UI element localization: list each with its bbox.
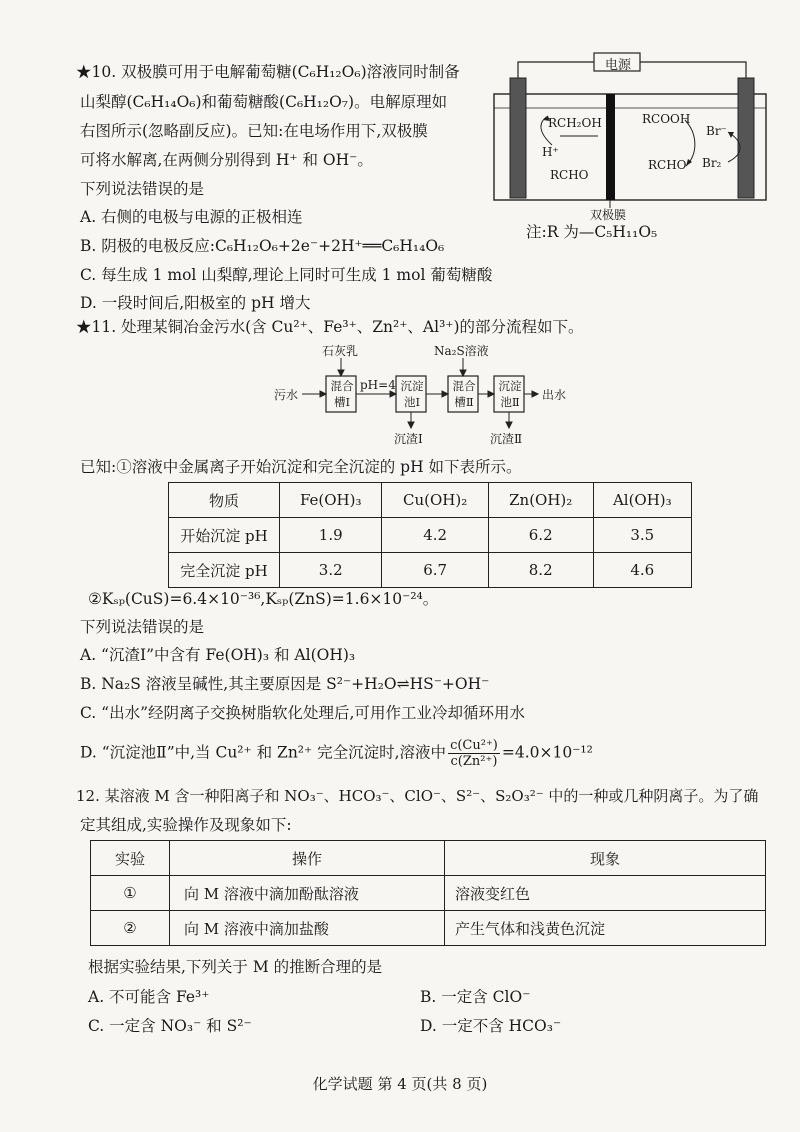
q12-option-a: A. 不可能含 Fe³⁺ — [88, 988, 210, 1006]
flow-box4-bottom: 池Ⅱ — [500, 395, 520, 409]
q11-option-b: B. Na₂S 溶液呈碱性,其主要原因是 S²⁻+H₂O⇌HS⁻+OH⁻ — [80, 675, 490, 693]
q10-option-a: A. 右侧的电极与电源的正极相连 — [80, 208, 303, 226]
br-minus-label: Br⁻ — [706, 124, 727, 138]
ph-table-header-row — [169, 483, 692, 518]
ph-table-header: Zn(OH)₂ — [488, 483, 593, 518]
ph-table-cell: 开始沉淀 pH — [169, 518, 280, 553]
power-supply-label: 电源 — [604, 58, 631, 73]
br2-label: Br₂ — [702, 156, 722, 170]
experiment-table-cell: ① — [91, 876, 170, 911]
q10-line4: 可将水解离,在两侧分别得到 H⁺ 和 OH⁻。 — [80, 151, 373, 169]
q10-option-b: B. 阴极的电极反应:C₆H₁₂O₆+2e⁻+2H⁺══C₆H₁₄O₆ — [80, 237, 445, 255]
ph-table-cell: 6.7 — [382, 553, 488, 588]
flow-reagent2-label: Na₂S溶液 — [434, 344, 489, 358]
q12-option-d: D. 一定不含 HCO₃⁻ — [420, 1017, 562, 1035]
ph-table-cell: 1.9 — [280, 518, 382, 553]
experiment-table-cell: 向 M 溶液中滴加盐酸 — [170, 911, 445, 946]
flow-box2-top: 沉淀 — [400, 379, 424, 393]
ph-table-cell: 4.2 — [382, 518, 488, 553]
left-rch2oh-label: RCH₂OH — [548, 116, 602, 130]
q12-option-c: C. 一定含 NO₃⁻ 和 S²⁻ — [88, 1017, 252, 1035]
flow-box1-top: 混合 — [330, 379, 354, 393]
bipolar-membrane-label: 双极膜 — [590, 208, 627, 222]
flow-inlet-label: 污水 — [274, 388, 299, 402]
flow-box4-top: 沉淀 — [498, 379, 522, 393]
experiment-table-cell: 向 M 溶液中滴加酚酞溶液 — [170, 876, 445, 911]
q12-line1: 12. 某溶液 M 含一种阳离子和 NO₃⁻、HCO₃⁻、ClO⁻、S²⁻、S₂O₃²⁻ 中的一种或几种阴离子。为了确 — [76, 787, 759, 805]
ph-table-header: 物质 — [169, 483, 280, 518]
experiment-table-cell: 产生气体和浅黄色沉淀 — [445, 911, 766, 946]
experiment-table-header: 实验 — [91, 841, 170, 876]
q10-option-d: D. 一段时间后,阳极室的 pH 增大 — [80, 294, 311, 312]
process-flow-diagram — [270, 340, 590, 450]
table-row — [91, 876, 766, 911]
ph-table-cell: 3.2 — [280, 553, 382, 588]
flow-box2-bottom: 池Ⅰ — [403, 395, 421, 409]
concentration-fraction — [448, 738, 500, 769]
q12-stem: 根据实验结果,下列关于 M 的推断合理的是 — [88, 958, 383, 976]
left-h-plus-label: H⁺ — [542, 145, 559, 159]
q11-stem: 下列说法错误的是 — [80, 618, 205, 636]
right-rcho-label: RCHO — [648, 158, 687, 172]
q11-option-a: A. “沉渣Ⅰ”中含有 Fe(OH)₃ 和 Al(OH)₃ — [80, 646, 356, 664]
ph-table-cell: 3.5 — [593, 518, 691, 553]
table-row — [169, 518, 692, 553]
experiment-table-cell: ② — [91, 911, 170, 946]
q11-line1: ★11. 处理某铜冶金污水(含 Cu²⁺、Fe³⁺、Zn²⁺、Al³⁺)的部分流程如下。 — [76, 318, 584, 336]
q12-line2: 定其组成,实验操作及现象如下: — [80, 816, 292, 834]
q10-line2: 山梨醇(C₆H₁₄O₆)和葡萄糖酸(C₆H₁₂O₇)。电解原理如 — [80, 93, 448, 111]
flow-box3-top: 混合 — [452, 379, 476, 393]
q11-known1: 已知:①溶液中金属离子开始沉淀和完全沉淀的 pH 如下表所示。 — [80, 458, 522, 476]
q10-line3: 右图所示(忽略副反应)。已知:在电场作用下,双极膜 — [80, 122, 428, 140]
ph-table-cell: 完全沉淀 pH — [169, 553, 280, 588]
experiment-table-cell: 溶液变红色 — [445, 876, 766, 911]
page-footer: 化学试题 第 4 页(共 8 页) — [312, 1075, 488, 1093]
q10-stem: 下列说法错误的是 — [80, 180, 205, 198]
q11-known2: ②Kₛₚ(CuS)=6.4×10⁻³⁶,Kₛₚ(ZnS)=1.6×10⁻²⁴。 — [88, 590, 439, 608]
flow-residue1-label: 沉渣Ⅰ — [394, 432, 423, 446]
q11-option-d — [80, 738, 593, 769]
ph-table-header: Cu(OH)₂ — [382, 483, 488, 518]
q11-option-c: C. “出水”经阴离子交换树脂软化处理后,可用作工业冷却循环用水 — [80, 704, 525, 722]
ph-table-cell: 8.2 — [488, 553, 593, 588]
flow-outlet-label: 出水 — [542, 388, 567, 402]
q12-option-b: B. 一定含 ClO⁻ — [420, 988, 531, 1006]
ph-table-cell: 6.2 — [488, 518, 593, 553]
flow-box3-bottom: 槽Ⅱ — [454, 395, 474, 409]
left-rcho-label: RCHO — [550, 168, 589, 182]
flow-ph-label: pH=4 — [360, 378, 396, 392]
fraction-numerator: c(Cu²⁺) — [450, 738, 498, 753]
flow-residue2-label: 沉渣Ⅱ — [490, 432, 523, 446]
experiment-table — [90, 840, 766, 946]
table-row — [91, 911, 766, 946]
ph-table — [168, 482, 692, 588]
flow-box1-bottom: 槽Ⅰ — [333, 395, 351, 409]
q11-option-d-prefix: D. “沉淀池Ⅱ”中,当 Cu²⁺ 和 Zn²⁺ 完全沉淀时,溶液中 — [80, 743, 447, 762]
q11-option-d-suffix: =4.0×10⁻¹² — [501, 743, 593, 762]
experiment-table-header: 操作 — [170, 841, 445, 876]
ph-table-cell: 4.6 — [593, 553, 691, 588]
diagram-note: 注:R 为—C₅H₁₁O₅ — [526, 223, 658, 241]
table-row — [169, 553, 692, 588]
electrolysis-diagram — [490, 50, 770, 240]
q10-line1: ★10. 双极膜可用于电解葡萄糖(C₆H₁₂O₆)溶液同时制备 — [76, 63, 460, 81]
right-rcooh-label: RCOOH — [642, 112, 691, 126]
ph-table-header: Al(OH)₃ — [593, 483, 691, 518]
flow-reagent1-label: 石灰乳 — [322, 344, 359, 358]
q10-option-c: C. 每生成 1 mol 山梨醇,理论上同时可生成 1 mol 葡萄糖酸 — [80, 266, 493, 284]
experiment-table-header-row — [91, 841, 766, 876]
ph-table-header: Fe(OH)₃ — [280, 483, 382, 518]
experiment-table-header: 现象 — [445, 841, 766, 876]
fraction-denominator: c(Zn²⁺) — [450, 754, 498, 769]
